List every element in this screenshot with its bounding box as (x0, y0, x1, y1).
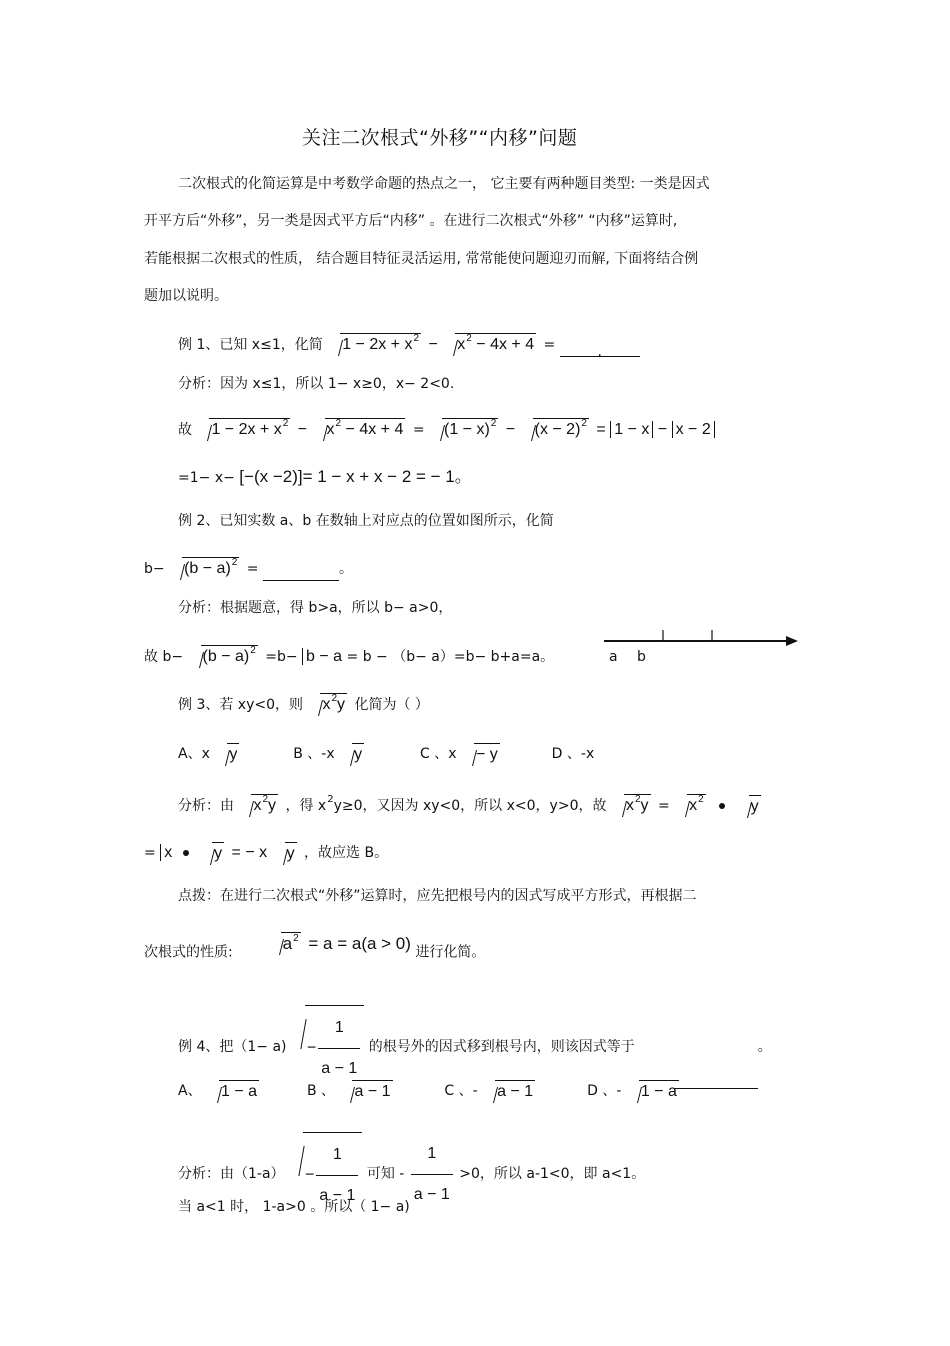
option-d[interactable]: D 、-x (551, 746, 595, 762)
radical: $x^2 - 4x + 4$ (442, 333, 536, 357)
page-title: 关注二次根式“外移”“内移”问题 (302, 127, 578, 149)
intro-line-1: 二次根式的化简运算是中考数学命题的热点之一， 它主要有两种题目类型: 一类是因式 (178, 176, 710, 192)
dot-operator-icon (719, 803, 725, 809)
example-2-question: 例 2、已知实数 a、b 在数轴上对应点的位置如图所示，化简 (178, 513, 554, 529)
example-3-analysis: 分析：由 $x^2y$ ，得 $x^2y\ge 0$，又因为 xy<0，所以 x<0，y>0，故 $x^2y = x^2$ y (178, 794, 764, 818)
example-3-question: 例 3、若 xy<0，则 $x^2y$ 化简为（ ） (178, 693, 429, 717)
example-1-solution: 故 $1 - 2x + x^2 - x^2 - 4x + 4 = (1 - x)^2 - (x - 2)^2 = 1 - x - x - 2$ (178, 418, 715, 442)
example-1-result: =1− x− [−(x −2)]= 1 − x + x − 2 = − 1。 (178, 467, 472, 486)
option-b[interactable]: B 、-x y (293, 746, 367, 762)
ex1-prefix: 例 1、已知 x≤1，化简 (178, 337, 323, 353)
option-b[interactable]: B 、 a − 1 (307, 1083, 396, 1099)
answer-blank[interactable] (674, 1074, 758, 1089)
intro-line-3: 若能根据二次根式的性质， 结合题目特征灵活运用, 常常能使问题迎刃而解, 下面将结合例 (144, 251, 699, 267)
axis-label-a: a (609, 649, 618, 665)
arrow-head-icon (786, 636, 798, 646)
number-line (600, 625, 805, 670)
answer-blank[interactable] (263, 566, 339, 581)
intro-line-4: 题加以说明。 (144, 288, 228, 304)
example-2-expression: $b- (b - a)^2$ = 。 (144, 557, 353, 581)
option-d[interactable]: D 、- 1 − a (587, 1083, 682, 1099)
option-c[interactable]: C 、- a − 1 (444, 1083, 538, 1099)
example-4-question: 例 4、把（1− a) − $\frac{1}{a - 1}$ 的根号外的因式移到根号内，则该因式等于 。 (178, 1005, 772, 1089)
example-3-result: = x y = − x y ，故应选 B。 (144, 844, 389, 862)
example-4-conclusion: 当 a<1 时， 1-a>0 。所以（ 1− a) (178, 1199, 410, 1215)
tip-line-2: 次根式的性质: $a^2 = a = a(a > 0)$ 进行化简。 (144, 933, 486, 961)
axis-label-b: b (637, 649, 646, 665)
example-3-options (178, 743, 594, 765)
intro-line-2: 开平方后“外移”，另一类是因式平方后“内移” 。在进行二次根式“外移” “内移”运算时, (144, 213, 678, 229)
tip-line-1: 点拨：在进行二次根式“外移”运算时，应先把根号内的因式写成平方形式，再根据二 (178, 888, 697, 904)
option-a[interactable]: A、 1 − a (178, 1083, 262, 1099)
example-1-question: 例 1、已知 x≤1，化简 $1 - 2x + x^2 - x^2 - 4x + 4$ = . (178, 333, 640, 357)
example-2-analysis: 分析：根据题意，得 b>a，所以 b− a>0， (178, 600, 453, 616)
dot-operator-icon (183, 850, 189, 856)
example-4-analysis: 分析：由（1-a） − $\frac{1}{a - 1}$ 可知 - $\frac{1}{a - 1}$ >0，所以 a-1<0，即 a<1。 (178, 1132, 645, 1216)
example-1-analysis: 分析：因为 x≤1，所以 1− x≥0，x− 2<0. (178, 376, 455, 392)
answer-blank[interactable]: . (560, 342, 640, 357)
example-4-options (178, 1080, 682, 1102)
option-c[interactable]: C 、x − y (420, 746, 503, 762)
example-2-solution: 故 $b- (b - a)^2 =b- b - a = b - (b- a)=b- b+a=a$。 (144, 645, 554, 669)
option-a[interactable]: A、x y (178, 746, 242, 762)
radical: $1 - 2x + x^2$ (327, 333, 421, 357)
